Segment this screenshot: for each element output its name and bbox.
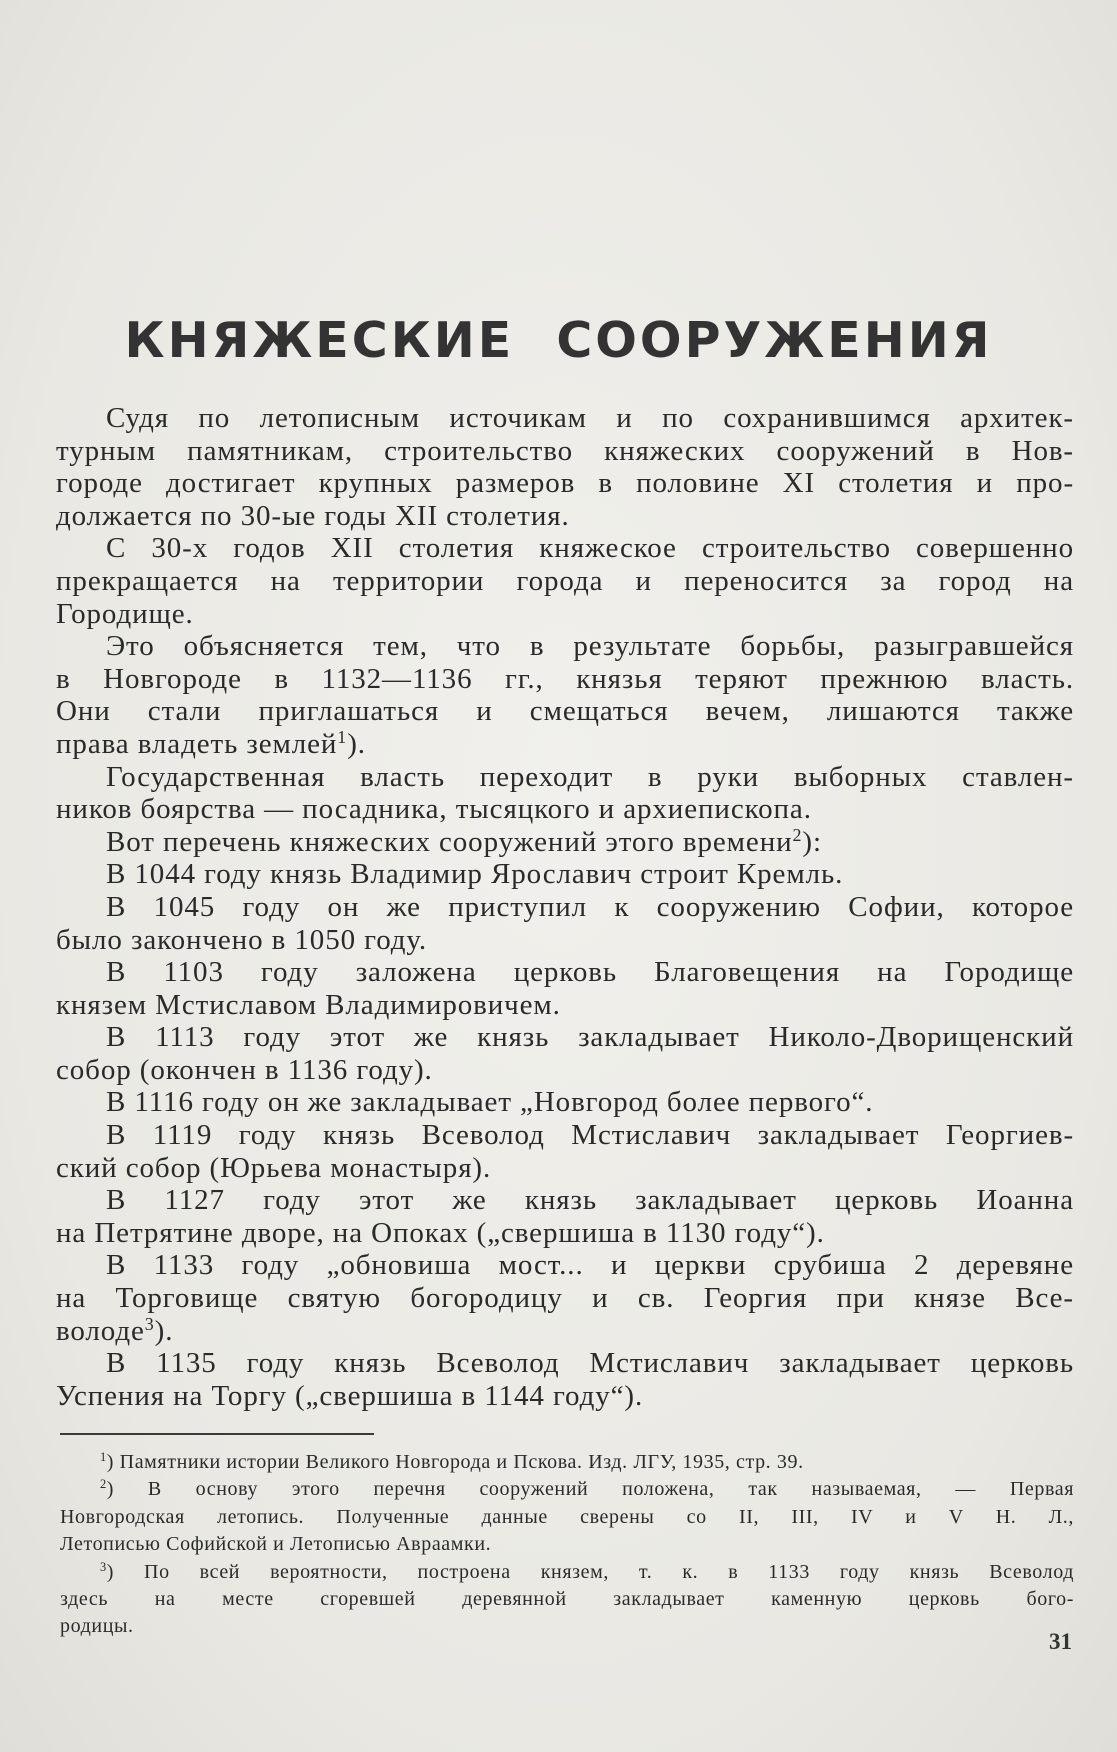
paragraph-text: Это объясняется тем, что в результате борьбы, разыгравшейся <box>106 630 1074 663</box>
paragraph-text: в Новгороде в 1132—1136 гг., князья теряют прежнюю власть. <box>56 662 1074 695</box>
page-number: 31 <box>1049 1629 1072 1654</box>
paragraph-line <box>56 1315 1074 1348</box>
paragraph-text: В 1119 году князь Всеволод Мстиславич закладывает Георгиев- <box>106 1119 1074 1152</box>
paragraph-line <box>56 1184 1074 1217</box>
paragraph-line <box>56 532 1074 565</box>
paragraph-line <box>56 956 1074 989</box>
footnote-reference: 2 <box>792 824 803 845</box>
paragraph-line <box>56 630 1074 663</box>
footnote-line <box>60 1476 1074 1503</box>
footnote-text: Летописью Софийской и Летописью Авраамки. <box>60 1533 492 1556</box>
footnote-separator <box>60 1433 374 1435</box>
paragraph-text: Вот перечень княжеских сооружений этого времени <box>106 825 793 858</box>
footnote-text: родицы. <box>60 1615 134 1638</box>
paragraph-line <box>56 663 1074 696</box>
paragraph-line <box>56 1282 1074 1315</box>
paragraph-text: В 1044 году князь Владимир Ярославич строит Кремль. <box>106 858 844 891</box>
paragraph-text: С 30-х годов XII столетия княжеское строительство совершенно <box>106 532 1074 565</box>
paragraph-text: Судя по летописным источикам и по сохранившимся архитек- <box>106 402 1074 434</box>
footnote-text: ) В основу этого перечня сооружений положена, так называемая, — Первая <box>106 1478 1074 1501</box>
paragraph-tail: ). <box>154 1314 174 1347</box>
paragraph-tail: ): <box>802 825 822 858</box>
paragraph-text: В 1127 году этот же князь закладывает церковь Иоанна <box>106 1184 1074 1217</box>
footnote-line <box>60 1613 1074 1640</box>
paragraph-text: Городище. <box>56 597 194 630</box>
paragraph-line <box>56 1086 1074 1119</box>
main-text <box>56 402 1074 1412</box>
paragraph-text: права владеть землей <box>56 727 338 760</box>
paragraph-text: турным памятникам, строительство княжеских сооружений в Нов- <box>56 434 1074 467</box>
paragraph-line <box>56 924 1074 957</box>
paragraph-line <box>56 467 1074 500</box>
paragraph-text: князем Мстиславом Владимировичем. <box>56 988 561 1021</box>
paragraph-text: В 1133 году „обновиша мост... и церкви срубиша 2 деревяне <box>106 1249 1074 1282</box>
footnote-text: Новгородская летопись. Полученные данные сверены со II, III, IV и V Н. Л., <box>60 1505 1074 1528</box>
footnote-line <box>60 1449 1074 1476</box>
paragraph-text: В 1103 году заложена церковь Благовещения на Городище <box>106 956 1074 989</box>
paragraph-text: прекращается на территории города и переносится за город на <box>56 564 1074 597</box>
paragraph-text: должается по 30-ые годы XII столетия. <box>56 499 570 532</box>
paragraph-line <box>56 891 1074 924</box>
paragraph-line <box>56 858 1074 891</box>
paragraph-text: на Петрятине дворе, на Опоках („свершиша в 1130 году“). <box>56 1216 825 1249</box>
footnotes <box>60 1449 1074 1641</box>
paragraph-line <box>56 1152 1074 1185</box>
paragraph-line <box>56 565 1074 598</box>
paragraph-line <box>56 826 1074 859</box>
footnote-text: здесь на месте сгоревшей деревянной закладывает каменную церковь бого- <box>60 1588 1074 1611</box>
footnote-line <box>60 1586 1074 1613</box>
paragraph-text: ников боярства — посадника, тысяцкого и архиепископа. <box>56 793 812 826</box>
paragraph-line <box>56 500 1074 533</box>
paragraph-text: В 1135 году князь Всеволод Мстиславич закладывает церковь <box>106 1347 1074 1380</box>
paragraph-text: В 1045 году он же приступил к сооружению Софии, которое <box>106 890 1074 923</box>
footnote-line <box>60 1504 1074 1531</box>
paragraph-line <box>56 793 1074 826</box>
chapter-title: КНЯЖЕСКИЕ СООРУЖЕНИЯ <box>124 312 993 369</box>
paragraph-line <box>56 402 1074 435</box>
footnote-line <box>60 1559 1074 1586</box>
paragraph-line <box>56 1249 1074 1282</box>
paragraph-line <box>56 728 1074 761</box>
paragraph-text: володе <box>56 1314 145 1347</box>
paragraph-text: Они стали приглашаться и смещаться вечем, лишаются также <box>56 695 1074 728</box>
paragraph-line <box>56 435 1074 468</box>
footnote-line <box>60 1531 1074 1558</box>
paragraph-line <box>56 1021 1074 1054</box>
paragraph-line <box>56 1217 1074 1250</box>
paragraph-line <box>56 1054 1074 1087</box>
paragraph-text: В 1113 году этот же князь закладывает Николо-Дворищенский <box>106 1021 1074 1054</box>
paragraph-text: Успения на Торгу („свершиша в 1144 году“). <box>56 1379 644 1412</box>
paragraph-line <box>56 598 1074 631</box>
paragraph-line <box>56 1347 1074 1380</box>
paragraph-text: Государственная власть переходит в руки выборных ставлен- <box>106 760 1074 793</box>
paragraph-text: собор (окончен в 1136 году). <box>56 1053 433 1086</box>
footnote-marker: 1 <box>100 1450 107 1465</box>
footnote-text: ) Памятники истории Великого Новгорода и Пскова. Изд. ЛГУ, 1935, стр. 39. <box>106 1451 804 1473</box>
paragraph-text: В 1116 году он же закладывает „Новгород более первого“. <box>106 1086 874 1119</box>
paragraph-text: городе достигает крупных размеров в половине XI столетия и про- <box>56 467 1074 500</box>
footnote-marker: 3 <box>100 1559 107 1574</box>
paragraph-line <box>56 1380 1074 1413</box>
paragraph-text: было закончено в 1050 году. <box>56 923 428 956</box>
footnote-reference: 3 <box>144 1313 155 1334</box>
paragraph-line <box>56 989 1074 1022</box>
paragraph-line <box>56 1119 1074 1152</box>
paragraph-tail: ). <box>347 727 366 760</box>
paragraph-text: на Торговище святую богородицу и св. Георгия при князе Все- <box>56 1282 1074 1315</box>
footnote-marker: 2 <box>100 1477 107 1492</box>
footnote-text: ) По всей вероятности, построена князем, т. к. в 1133 году князь Всеволод <box>106 1560 1074 1583</box>
footnote-reference: 1 <box>337 727 348 748</box>
paragraph-text: ский собор (Юрьева монастыря). <box>56 1151 492 1184</box>
paragraph-line <box>56 761 1074 794</box>
paragraph-line <box>56 695 1074 728</box>
